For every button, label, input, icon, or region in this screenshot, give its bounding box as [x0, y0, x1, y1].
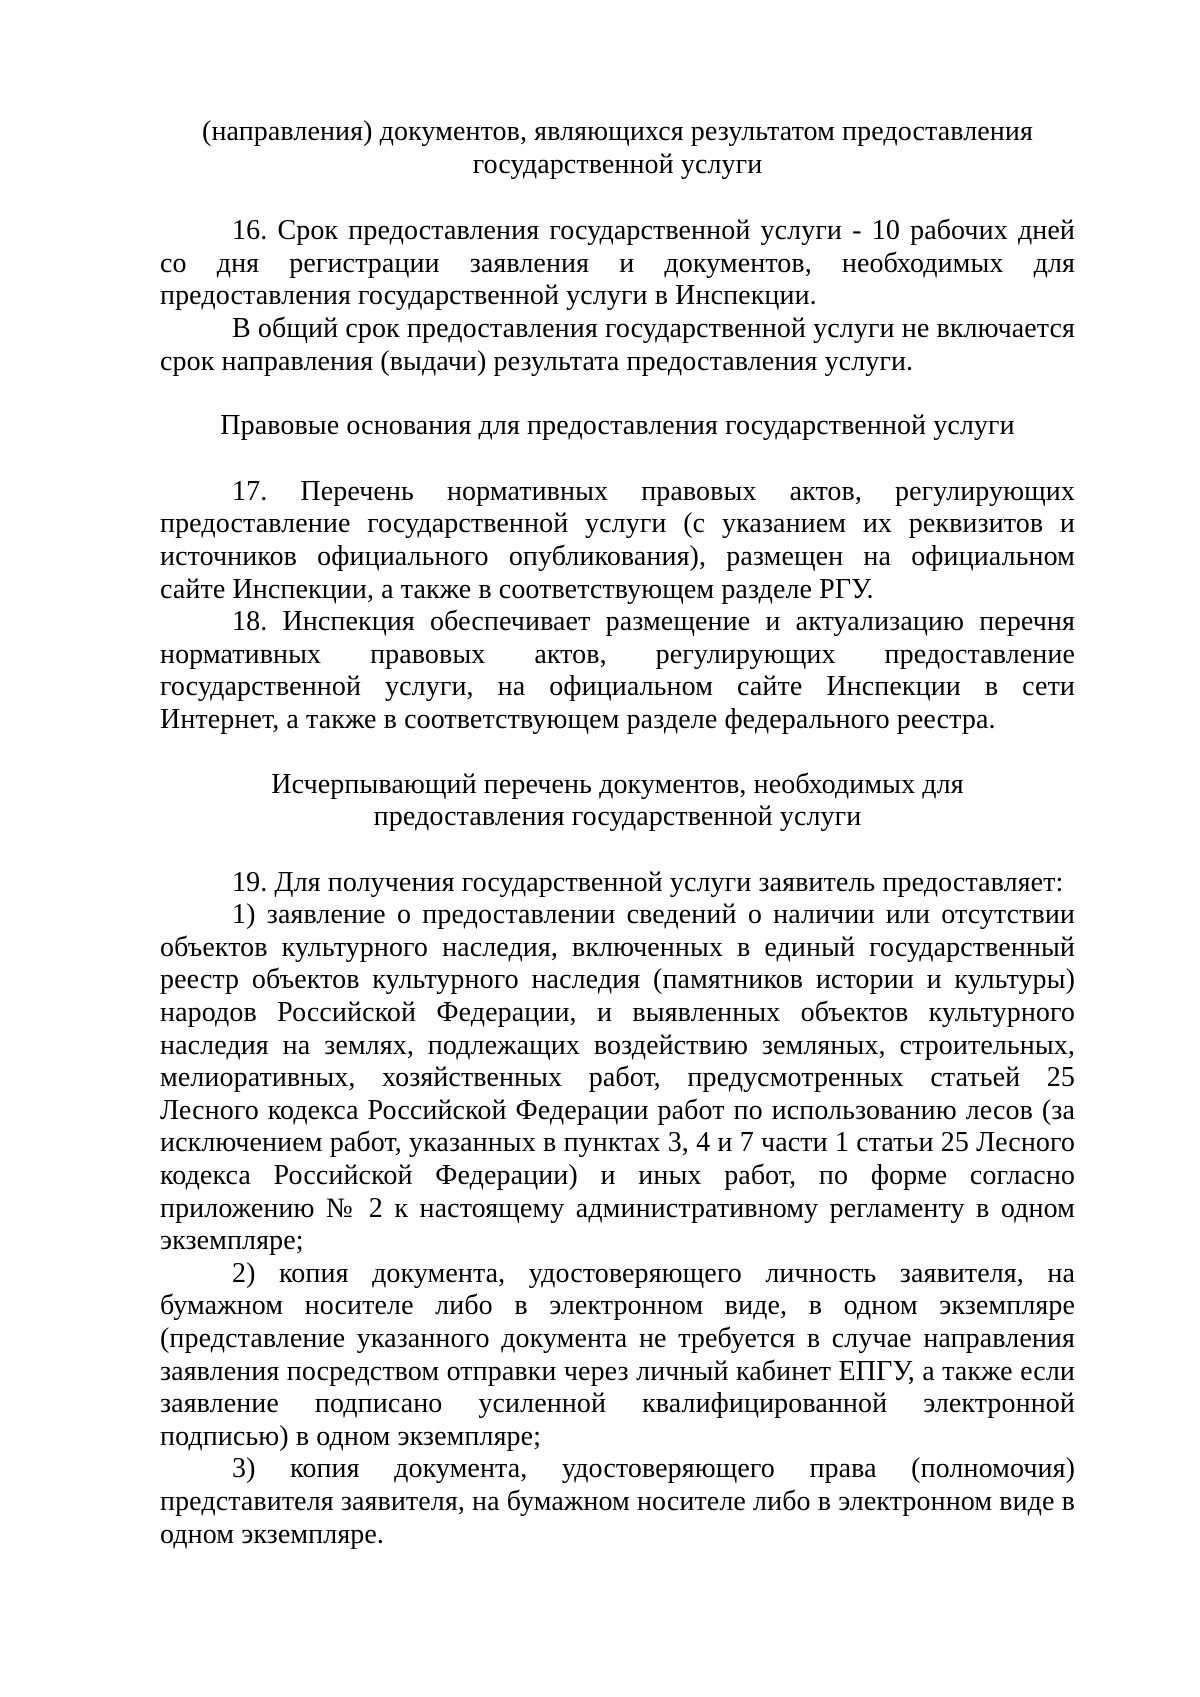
section-title-legal-basis: Правовые основания для предоставления государственной услуги — [220, 410, 1015, 442]
document-body — [160, 116, 1075, 1551]
spacer — [160, 378, 1075, 410]
paragraph-17: 17. Перечень нормативных правовых актов, регулирующих предоставление государственной услуги (с указанием их реквизитов и источников официального опубликования), размещен на официальном сайте Инспекции, а также в соответствующем разделе РГУ. — [160, 475, 1075, 605]
spacer — [160, 737, 1075, 769]
paragraph-16: 16. Срок предоставления государственной услуги - 10 рабочих дней со дня регистрации заявления и документов, необходимых для предоставления государственной услуги в Инспекции. — [160, 215, 1075, 312]
list-item-1-application: 1) заявление о предоставлении сведений о наличии или отсутствии объектов культурного наследия, включенных в единый государственный реестр объектов культурного наследия (памятников истории и культуры) народов Российской Федерации, и выявленных объектов культурного наследия на землях, подлежащих воздействию земляных, строительных, мелиоративных, хозяйственных работ, предусмотренных статьей 25 Лесного кодекса Российской Федерации работ по использованию лесов (за исключением работ, указанных в пунктах 3, 4 и 7 части 1 статьи 25 Лесного кодекса Российской Федерации) и иных работ, по форме согласно приложению № 2 к настоящему административному регламенту в одном экземпляре; — [160, 899, 1075, 1257]
paragraph-19: 19. Для получения государственной услуги заявитель предоставляет: — [232, 866, 1064, 898]
list-item-2-identity-document: 2) копия документа, удостоверяющего личность заявителя, на бумажном носителе либо в электронном виде, в одном экземпляре (представление указанного документа не требуется в случае направления заявления посредством отправки через личный кабинет ЕПГУ, а также если заявление подписано усиленной квалифицированной электронной подписью) в одном экземпляре; — [160, 1257, 1075, 1452]
section-title-documents-line-1: Исчерпывающий перечень документов, необходимых для — [271, 768, 964, 800]
section-title-documents-line-2: предоставления государственной услуги — [373, 801, 862, 833]
intro-heading-line-2: государственной услуги — [472, 148, 763, 180]
paragraph-16-term: В общий срок предоставления государственной услуги не включается срок направления (выдачи) результата предоставления услуги. — [160, 312, 1075, 377]
list-item-3-representative-authority: 3) копия документа, удостоверяющего права (полномочия) представителя заявителя, на бумажном носителе либо в электронном виде в одном экземпляре. — [160, 1453, 1075, 1550]
paragraph-18: 18. Инспекция обеспечивает размещение и актуализацию перечня нормативных правовых актов, регулирующих предоставление государственной услуги, на официальном сайте Инспекции в сети Интернет, а также в соответствующем разделе федерального реестра. — [160, 606, 1075, 735]
intro-heading-line-1: (направления) документов, являющихся результатом предоставления — [202, 116, 1033, 147]
